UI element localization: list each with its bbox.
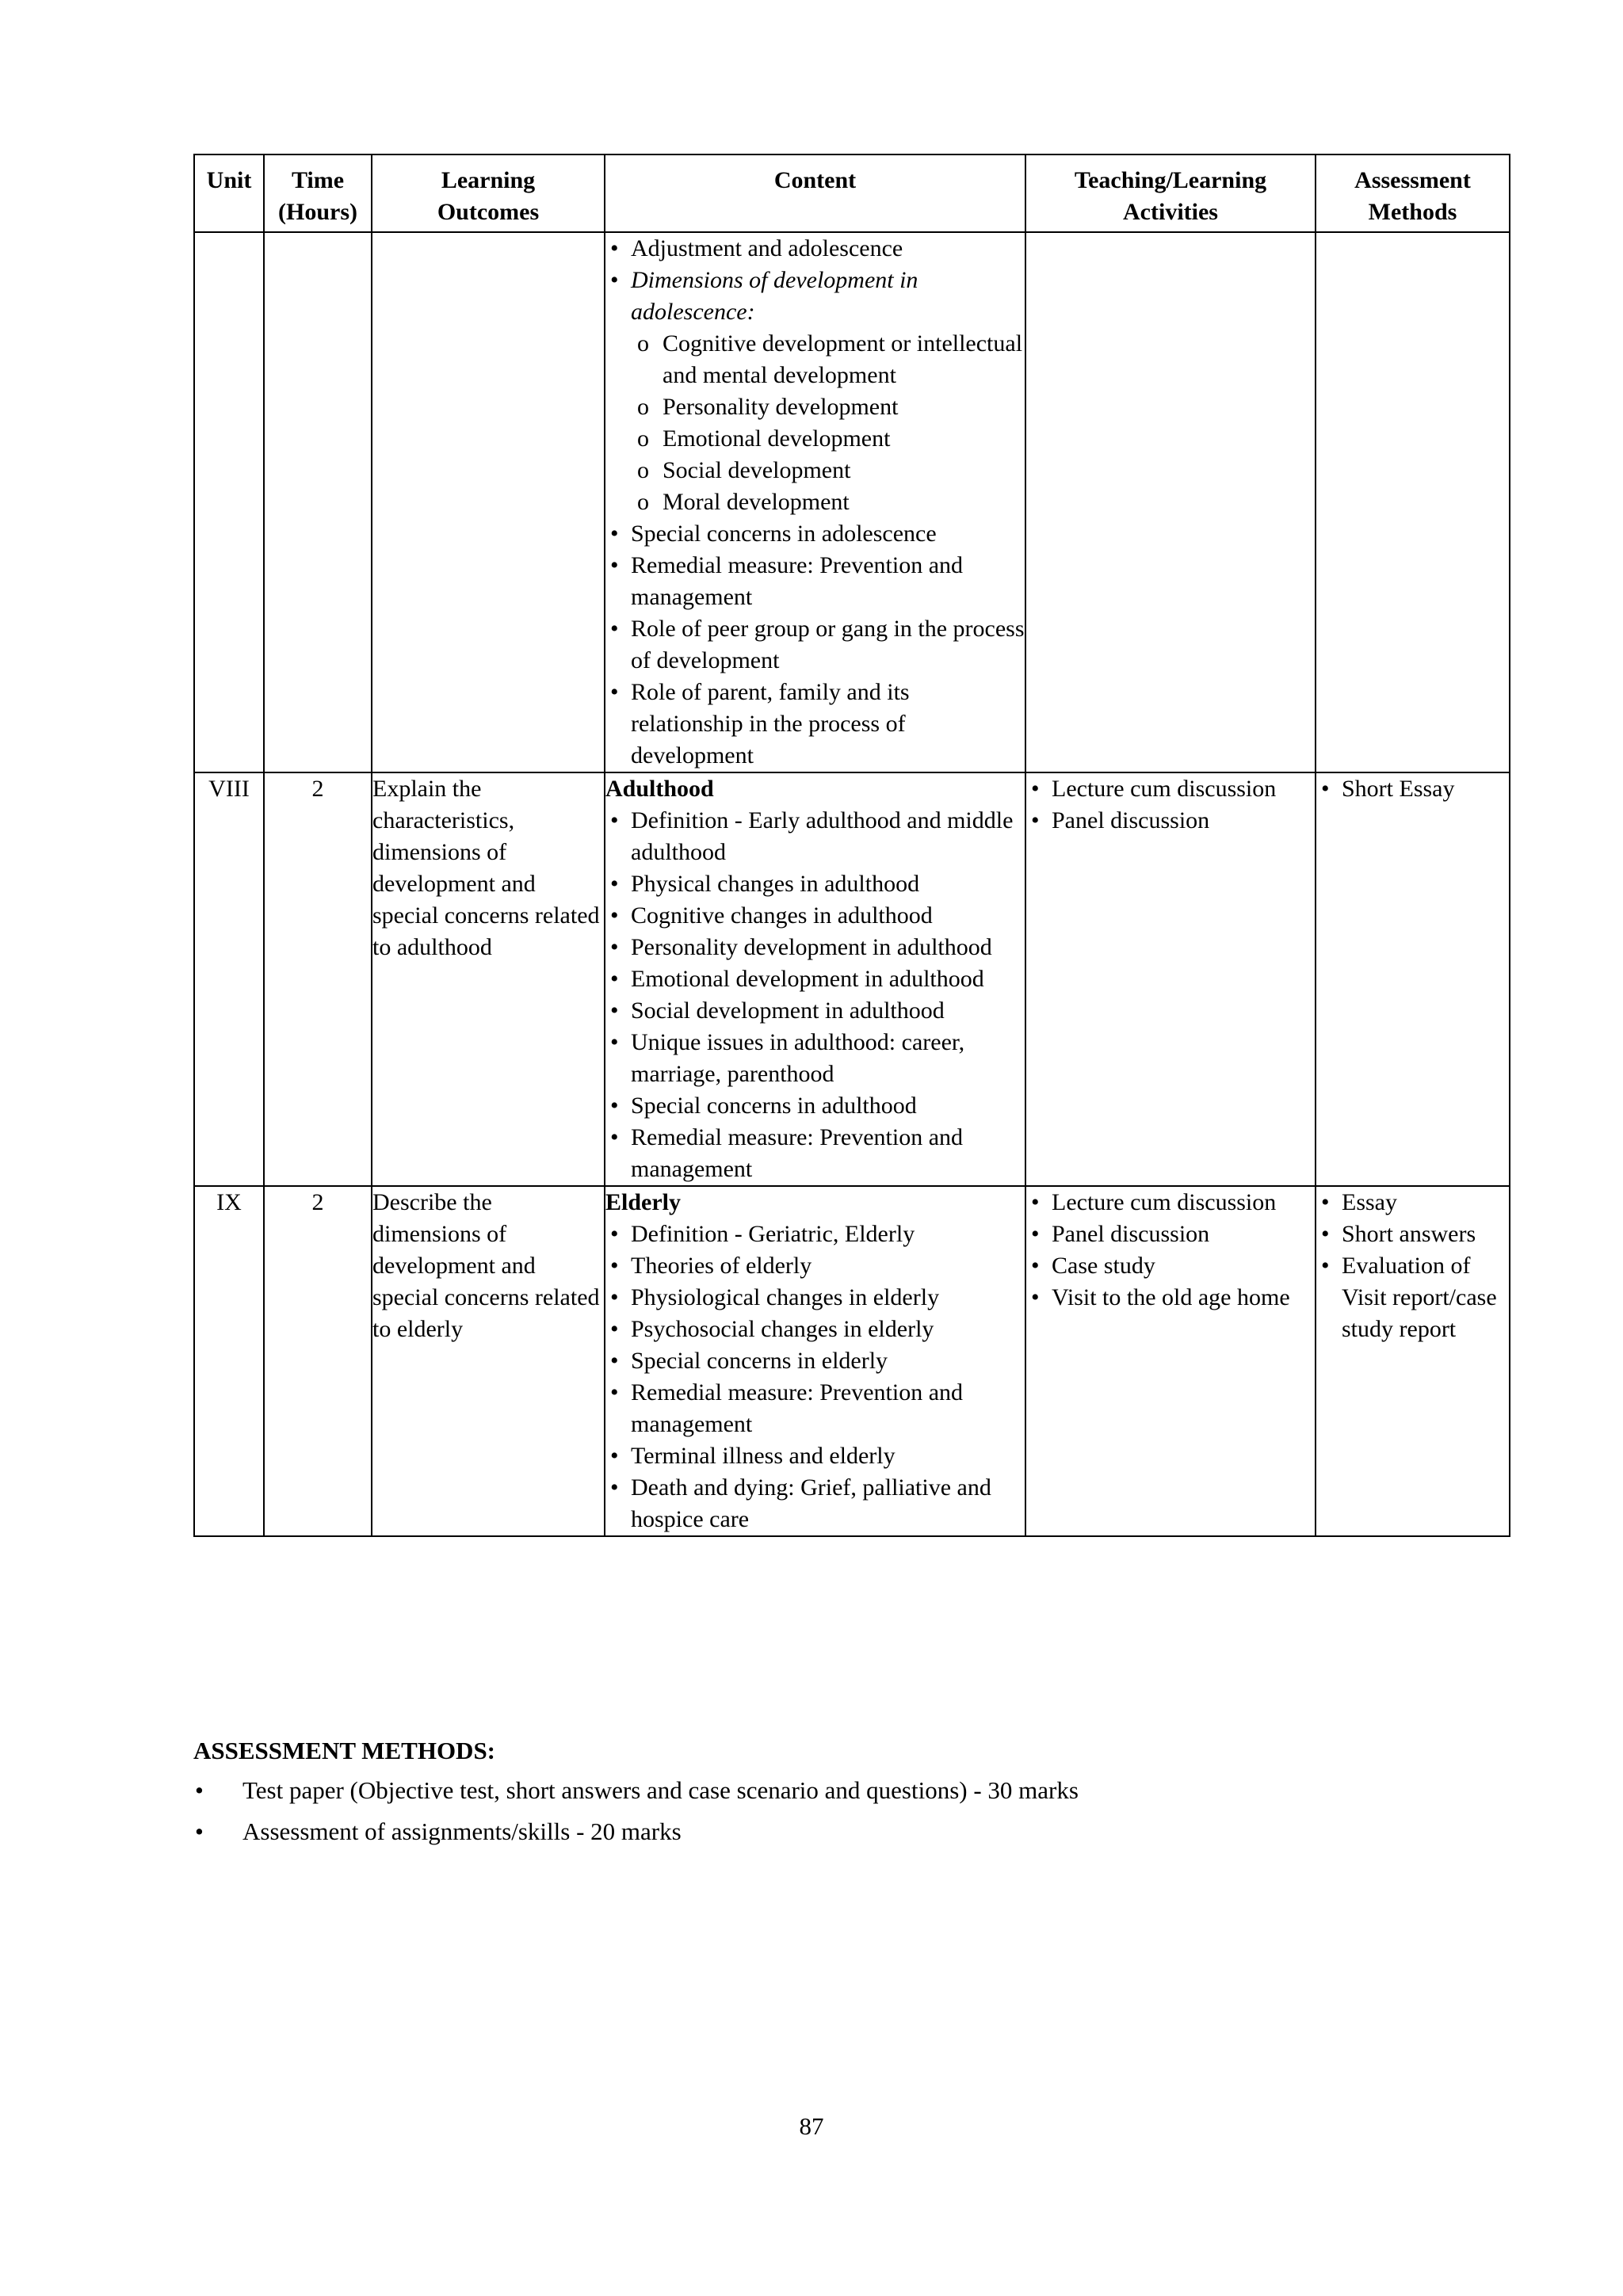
table-row-unit-ix bbox=[194, 1186, 1510, 1536]
cell-learning-outcomes: Explain the characteristics, dimensions of development and special concerns related to adulthood bbox=[372, 772, 605, 1186]
assessment-method-item: • Test paper (Objective test, short answers and case scenario and questions) - 30 marks bbox=[193, 1775, 1461, 1806]
assessment-list bbox=[1316, 1187, 1509, 1345]
content-list bbox=[605, 1219, 1025, 1535]
activities-list bbox=[1026, 1187, 1315, 1314]
table-row-continued bbox=[194, 232, 1510, 772]
cell-assessment bbox=[1316, 1186, 1510, 1536]
header-time-line1: Time bbox=[291, 167, 345, 193]
cell-unit: VIII bbox=[194, 772, 264, 1186]
sub-list-item: o Social development bbox=[631, 455, 1025, 486]
cell-assessment bbox=[1316, 772, 1510, 1186]
list-item-text: Dimensions of development in adolescence: bbox=[631, 267, 918, 325]
list-item: • Psychosocial changes in elderly bbox=[605, 1314, 1025, 1345]
cell-time: 2 bbox=[264, 772, 372, 1186]
list-item: • Case study bbox=[1026, 1250, 1315, 1282]
syllabus-table bbox=[193, 154, 1510, 1537]
assessment-method-item: • Assessment of assignments/skills - 20 marks bbox=[193, 1816, 1461, 1848]
activities-list bbox=[1026, 773, 1315, 837]
list-item: • Special concerns in elderly bbox=[605, 1345, 1025, 1377]
cell-content-continued bbox=[605, 232, 1025, 772]
header-time-line2: (Hours) bbox=[278, 199, 357, 225]
list-item: • Special concerns in adolescence bbox=[605, 518, 1025, 550]
header-lo-line1: Learning bbox=[441, 167, 536, 193]
content-list bbox=[605, 805, 1025, 1185]
content-list bbox=[605, 233, 1025, 772]
list-item: • Physical changes in adulthood bbox=[605, 868, 1025, 900]
cell-unit-empty bbox=[194, 232, 264, 772]
header-unit-label: Unit bbox=[206, 167, 252, 193]
header-content-label: Content bbox=[773, 167, 857, 193]
header-lo-line2: Outcomes bbox=[437, 199, 540, 225]
list-item: • Remedial measure: Prevention and management bbox=[605, 1122, 1025, 1185]
list-item: • Physiological changes in elderly bbox=[605, 1282, 1025, 1314]
sub-list-item: o Cognitive development or intellectual and mental development bbox=[631, 328, 1025, 391]
list-item: • Emotional development in adulthood bbox=[605, 963, 1025, 995]
list-item: • Remedial measure: Prevention and management bbox=[605, 550, 1025, 613]
cell-activities bbox=[1025, 1186, 1316, 1536]
sub-list-item: o Moral development bbox=[631, 486, 1025, 518]
list-item: • Role of parent, family and its relationship in the process of development bbox=[605, 677, 1025, 772]
list-item: • Social development in adulthood bbox=[605, 995, 1025, 1027]
cell-activities bbox=[1025, 772, 1316, 1186]
list-item: • Unique issues in adulthood: career, marriage, parenthood bbox=[605, 1027, 1025, 1090]
table-row-unit-viii bbox=[194, 772, 1510, 1186]
table-header-row bbox=[194, 154, 1510, 232]
assessment-list bbox=[1316, 773, 1509, 805]
cell-activities-empty bbox=[1025, 232, 1316, 772]
header-tla-line1: Teaching/Learning bbox=[1074, 167, 1267, 193]
header-am-line1: Assessment bbox=[1354, 167, 1471, 193]
header-time bbox=[264, 154, 372, 232]
assessment-methods-title: ASSESSMENT METHODS: bbox=[193, 1737, 496, 1764]
list-item: • Death and dying: Grief, palliative and hospice care bbox=[605, 1472, 1025, 1535]
list-item: • Evaluation of Visit report/case study report bbox=[1316, 1250, 1509, 1345]
header-content bbox=[605, 154, 1025, 232]
header-unit bbox=[194, 154, 264, 232]
cell-unit: IX bbox=[194, 1186, 264, 1536]
sub-list-item: o Personality development bbox=[631, 391, 1025, 423]
header-activities bbox=[1025, 154, 1316, 232]
list-item: • Short Essay bbox=[1316, 773, 1509, 805]
list-item: • Cognitive changes in adulthood bbox=[605, 900, 1025, 932]
list-item: • Special concerns in adulthood bbox=[605, 1090, 1025, 1122]
cell-content bbox=[605, 772, 1025, 1186]
list-item: • Lecture cum discussion bbox=[1026, 773, 1315, 805]
cell-content bbox=[605, 1186, 1025, 1536]
header-learning-outcomes bbox=[372, 154, 605, 232]
header-assessment bbox=[1316, 154, 1510, 232]
list-item: • Terminal illness and elderly bbox=[605, 1440, 1025, 1472]
list-item: • Adjustment and adolescence bbox=[605, 233, 1025, 265]
page-number: 87 bbox=[799, 2112, 824, 2140]
cell-assessment-empty bbox=[1316, 232, 1510, 772]
list-item: • Definition - Early adulthood and middle adulthood bbox=[605, 805, 1025, 868]
list-item: • Role of peer group or gang in the process of development bbox=[605, 613, 1025, 677]
cell-learning-outcomes: Describe the dimensions of development and special concerns related to elderly bbox=[372, 1186, 605, 1536]
sub-list-item: o Emotional development bbox=[631, 423, 1025, 455]
list-item: • Remedial measure: Prevention and management bbox=[605, 1377, 1025, 1440]
header-tla-line2: Activities bbox=[1123, 199, 1218, 225]
list-item: • Lecture cum discussion bbox=[1026, 1187, 1315, 1219]
sub-list bbox=[631, 328, 1025, 518]
list-item: • Personality development in adulthood bbox=[605, 932, 1025, 963]
assessment-methods-list bbox=[193, 1775, 1461, 1857]
list-item: • Panel discussion bbox=[1026, 1219, 1315, 1250]
list-item: • Theories of elderly bbox=[605, 1250, 1025, 1282]
list-item bbox=[605, 265, 1025, 518]
content-heading: Elderly bbox=[605, 1189, 681, 1215]
list-item: • Definition - Geriatric, Elderly bbox=[605, 1219, 1025, 1250]
cell-time-empty bbox=[264, 232, 372, 772]
list-item: • Visit to the old age home bbox=[1026, 1282, 1315, 1314]
cell-time: 2 bbox=[264, 1186, 372, 1536]
list-item: • Panel discussion bbox=[1026, 805, 1315, 837]
list-item: • Short answers bbox=[1316, 1219, 1509, 1250]
cell-lo-empty bbox=[372, 232, 605, 772]
list-item: • Essay bbox=[1316, 1187, 1509, 1219]
content-heading: Adulthood bbox=[605, 776, 714, 802]
header-am-line2: Methods bbox=[1368, 199, 1457, 225]
